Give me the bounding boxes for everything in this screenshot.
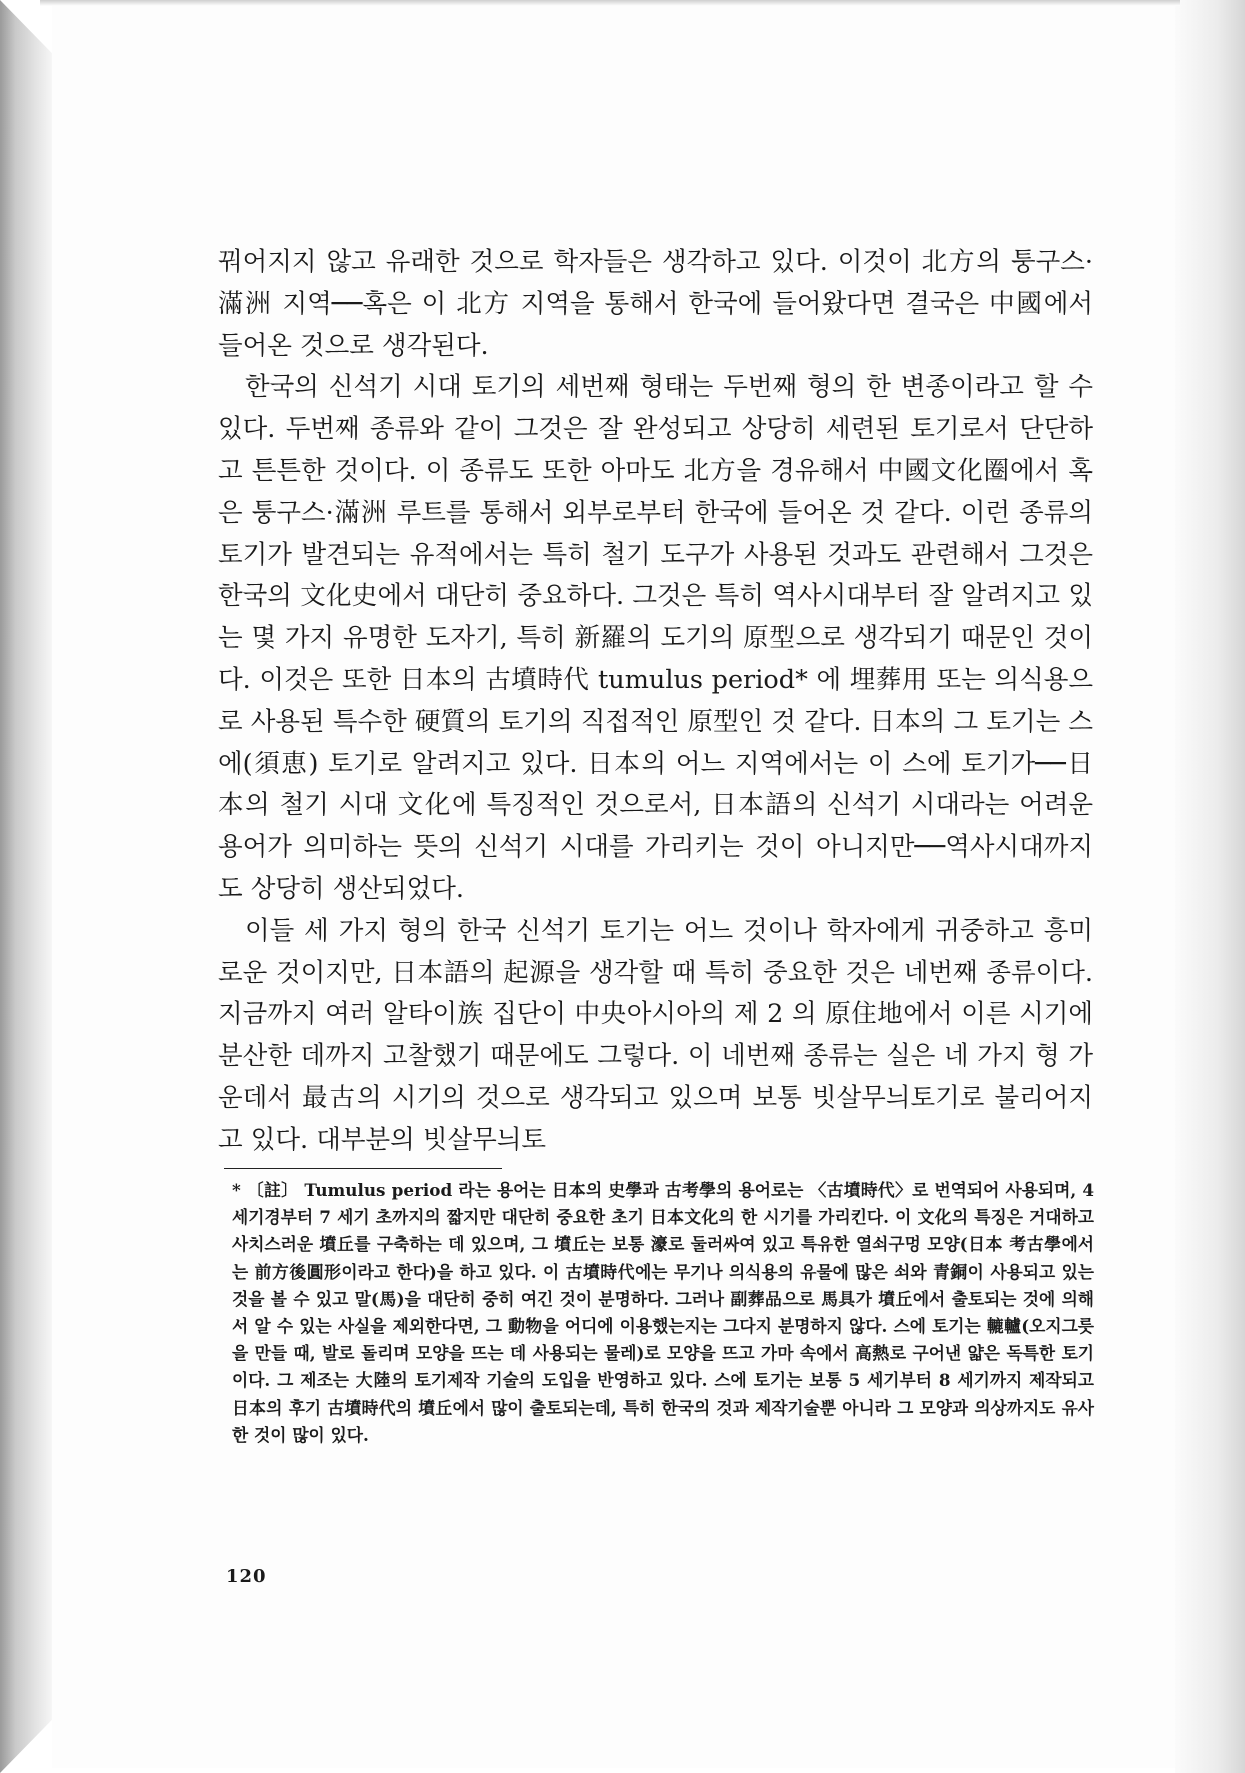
paragraph: 이들 세 가지 형의 한국 신석기 토기는 어느 것이나 학자에게 귀중하고 흥미로운 것이지만, 日本語의 起源을 생각할 때 특히 중요한 것은 네번째 종류이다. 지금까지 여러 알타이族 집단이 中央아시아의 제 2 의 原住地에서 이른 시기에 분산한 데까지 고찰했기 때문에도 그렇다. 이 네번째 종류는 실은 네 가지 형 가운데서 最古의 시기의 것으로 생각되고 있으며 보통 빗살무늬토기로 불리어지고 있다. 대부분의 빗살무늬토 — [218, 915, 1093, 1155]
page-left-edge-shadow — [0, 0, 52, 1773]
footnote-divider — [224, 1168, 502, 1169]
paragraph: 한국의 신석기 시대 토기의 세번째 형태는 두번째 형의 한 변종이라고 할 수 있다. 두번째 종류와 같이 그것은 잘 완성되고 상당히 세련된 토기로서 단단하고 튼튼한 것이다. 이 종류도 또한 아마도 北方을 경유해서 中國文化圈에서 혹은 퉁구스·滿洲 루트를 통해서 외부로부터 한국에 들어온 것 같다. 이런 종류의 토기가 발견되는 유적에서는 특히 철기 도구가 사용된 것과도 관련해서 그것은 한국의 文化史에서 대단히 중요하다. 그것은 특히 역사시대부터 잘 알려지고 있는 몇 가지 유명한 도자기, 특히 新羅의 도기의 原型으로 생각되기 때문인 것이다. 이것은 또한 日本의 古墳時代 tumulus period* 에 埋葬用 또는 의식용으로 사용된 특수한 硬質의 토기의 직접적인 原型인 것 같다. 日本의 그 토기는 스에(須恵) 토기로 알려지고 있다. 日本의 어느 지역에서는 이 스에 토기가──日本의 철기 시대 文化에 특징적인 것으로서, 日本語의 신석기 시대라는 어려운 용어가 의미하는 뜻의 신석기 시대를 가리키는 것이 아니지만──역사시대까지도 상당히 생산되었다. — [218, 372, 1093, 904]
body-text — [218, 242, 1093, 1162]
page-number: 120 — [226, 1566, 267, 1587]
footnote-text: * 〔註〕 Tumulus period 라는 용어는 日本의 史學과 古考學의 용어로는 〈古墳時代〉로 번역되어 사용되며, 4 세기경부터 7 세기 초까지의 짧지만 대단히 중요한 초기 日本文化의 한 시기를 가리킨다. 이 文化의 특징은 거대하고 사치스러운 墳丘를 구축하는 데 있으며, 그 墳丘는 보통 濠로 둘러싸여 있고 특유한 열쇠구멍 모양(日本 考古學에서는 前方後圓形이라고 한다)을 하고 있다. 이 古墳時代에는 무기나 의식용의 유물에 많은 쇠와 青銅이 사용되고 있는 것을 볼 수 있고 말(馬)을 대단히 중히 여긴 것이 분명하다. 그러나 副葬品으로 馬具가 墳丘에서 출토되는 것에 의해서 알 수 있는 사실을 제외한다면, 그 動物을 어디에 이용했는지는 그다지 분명하지 않다. 스에 토기는 轆轤(오지그릇을 만들 때, 발로 돌리며 모양을 뜨는 데 사용되는 물레)로 모양을 뜨고 가마 속에서 高熱로 구어낸 얇은 독특한 토기이다. 그 제조는 大陸의 토기제작 기술의 도입을 반영하고 있다. 스에 토기는 보통 5 세기부터 8 세기까지 제작되고 日本의 후기 古墳時代의 墳丘에서 많이 출토되는데, 특히 한국의 것과 제작기술뿐 아니라 그 모양과 의상까지도 유사한 것이 많이 있다. — [232, 1180, 1094, 1445]
page-right-edge-shadow — [1175, 0, 1245, 1773]
footnote — [232, 1177, 1094, 1449]
paragraph: 꿔어지지 않고 유래한 것으로 학자들은 생각하고 있다. 이것이 北方의 퉁구스·滿洲 지역──혹은 이 北方 지역을 통해서 한국에 들어왔다면 결국은 中國에서 들어온 것으로 생각된다. — [218, 247, 1093, 361]
